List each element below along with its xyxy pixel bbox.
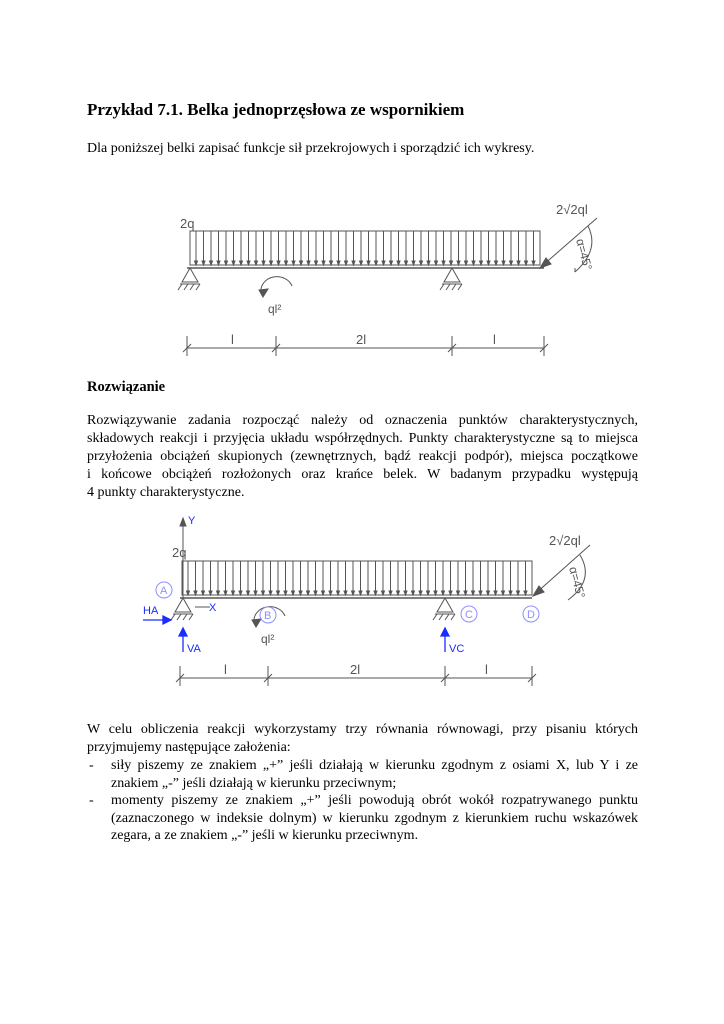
angle-label: α=45°: [573, 237, 595, 272]
dim-label-2: 2l: [350, 662, 361, 677]
load-arrowhead: [187, 591, 190, 595]
load-arrowhead: [359, 591, 362, 595]
load-label: 2q: [172, 545, 187, 560]
load-arrowhead: [277, 591, 280, 595]
axis-x-label: X: [209, 602, 217, 614]
load-arrowhead: [502, 591, 505, 595]
load-arrowhead: [389, 591, 392, 595]
load-arrowhead: [367, 591, 370, 595]
point-d-label: D: [527, 609, 535, 621]
load-arrowhead: [517, 591, 520, 595]
load-arrowhead: [524, 591, 527, 595]
load-arrowhead: [397, 591, 400, 595]
load-arrowhead: [472, 591, 475, 595]
load-arrowhead: [307, 591, 310, 595]
dim-label-3: l: [485, 662, 488, 677]
load-arrowhead: [464, 591, 467, 595]
assumption-line: zegara, a ze znakiem „-” jeśli w kierunku przeciwnym.: [111, 828, 419, 843]
assumption-line: (zaznaczonego w indeksie dolnym) w kierunku zgodnym z kierunkiem ruchu wskazówek: [111, 810, 638, 826]
dim-label-3: l: [493, 332, 496, 347]
load-arrowhead: [404, 591, 407, 595]
load-arrowhead: [284, 591, 287, 595]
list-dash: -: [89, 758, 94, 773]
load-arrowhead: [217, 591, 220, 595]
load-arrowhead: [299, 591, 302, 595]
assumption-item: [87, 792, 638, 845]
load-arrowhead: [487, 591, 490, 595]
load-arrowhead: [449, 591, 452, 595]
dim-label-1: l: [224, 662, 227, 677]
load-arrowhead: [247, 591, 250, 595]
load-arrowhead: [224, 591, 227, 595]
load-arrowhead: [292, 591, 295, 595]
load-arrowhead: [479, 591, 482, 595]
load-arrowhead: [434, 591, 437, 595]
load-arrowhead: [329, 591, 332, 595]
load-arrowhead: [352, 591, 355, 595]
reaction-va-label: VA: [187, 643, 201, 655]
load-arrowhead: [457, 591, 460, 595]
point-b-label: B: [264, 610, 272, 622]
reaction-ha-label: HA: [143, 605, 159, 617]
reaction-vc-label: VC: [449, 643, 465, 655]
load-arrowhead: [419, 591, 422, 595]
load-arrowhead: [412, 591, 415, 595]
assumptions-list: [87, 757, 638, 845]
load-arrowhead: [254, 591, 257, 595]
load-arrowhead: [232, 591, 235, 595]
load-label: 2q: [180, 216, 195, 231]
load-arrowhead: [509, 591, 512, 595]
force-label: 2√2ql: [556, 202, 588, 217]
load-arrowhead: [337, 591, 340, 595]
task-statement: Dla poniższej belki zapisać funkcje sił przekrojowych i sporządzić ich wykresy.: [87, 141, 535, 156]
solution-heading: Rozwiązanie: [87, 379, 166, 395]
load-arrowhead: [194, 591, 197, 595]
load-arrowhead: [239, 591, 242, 595]
support-a-icon: [171, 598, 193, 620]
assumption-line: znakiem „-” jeśli działają w kierunku przeciwnym;: [111, 775, 397, 791]
point-c-label: C: [465, 609, 473, 621]
solution-line: 4 punkty charakterystyczne.: [87, 485, 245, 500]
load-arrowhead: [382, 591, 385, 595]
load-arrowhead: [344, 591, 347, 595]
moment-label: ql²: [261, 632, 275, 646]
load-arrowhead: [494, 591, 497, 595]
load-arrowhead: [262, 591, 265, 595]
example-title: Przykład 7.1. Belka jednoprzęsłowa ze wspornikiem: [87, 100, 465, 119]
load-arrowhead: [374, 591, 377, 595]
load-arrowhead: [322, 591, 325, 595]
load-arrowhead: [427, 591, 430, 595]
assumption-item: [87, 757, 638, 792]
dim-label-1: l: [231, 332, 234, 347]
force-label: 2√2ql: [549, 533, 581, 548]
solution-line: i końcowe obciążeń rozłożonych oraz krańce belek. W badanym przypadku występują: [87, 467, 638, 482]
angle-label: α=45°: [566, 565, 588, 600]
axis-y-label: Y: [188, 515, 196, 527]
load-arrowhead: [314, 591, 317, 595]
load-arrowhead: [202, 591, 205, 595]
point-a-label: A: [160, 585, 168, 597]
method-paragraph: [87, 721, 638, 757]
list-dash: -: [89, 793, 94, 808]
method-line: przyjmujemy następujące założenia:: [87, 740, 291, 755]
distributed-load-box: [182, 561, 532, 595]
solution-line: Rozwiązywanie zadania rozpocząć należy od oznaczenia punktów charakterystycznych,: [87, 413, 638, 428]
solution-line: składowych reakcji i przyjęcia układu współrzędnych. Punkty charakterystyczne są to miejsca: [87, 431, 638, 446]
solution-line: przyłożenia obciążeń skupionych (zewnętrznych, bądź reakcji podpór), miejsca początkowe: [87, 449, 638, 464]
dim-label-2: 2l: [356, 332, 367, 347]
load-arrowhead: [269, 591, 272, 595]
load-arrowhead: [209, 591, 212, 595]
assumption-line: siły piszemy ze znakiem „+” jeśli działają w kierunku zgodnym z osiami X, lub Y i ze: [111, 758, 638, 773]
support-c-icon: [433, 598, 455, 620]
moment-label: ql²: [268, 302, 282, 316]
method-line: W celu obliczenia reakcji wykorzystamy trzy równania równowagi, przy pisaniu których: [87, 722, 638, 737]
assumption-line: momenty piszemy ze znakiem „+” jeśli powodują obrót wokół rozpatrywanego punktu: [111, 793, 638, 808]
load-arrowhead: [442, 591, 445, 595]
